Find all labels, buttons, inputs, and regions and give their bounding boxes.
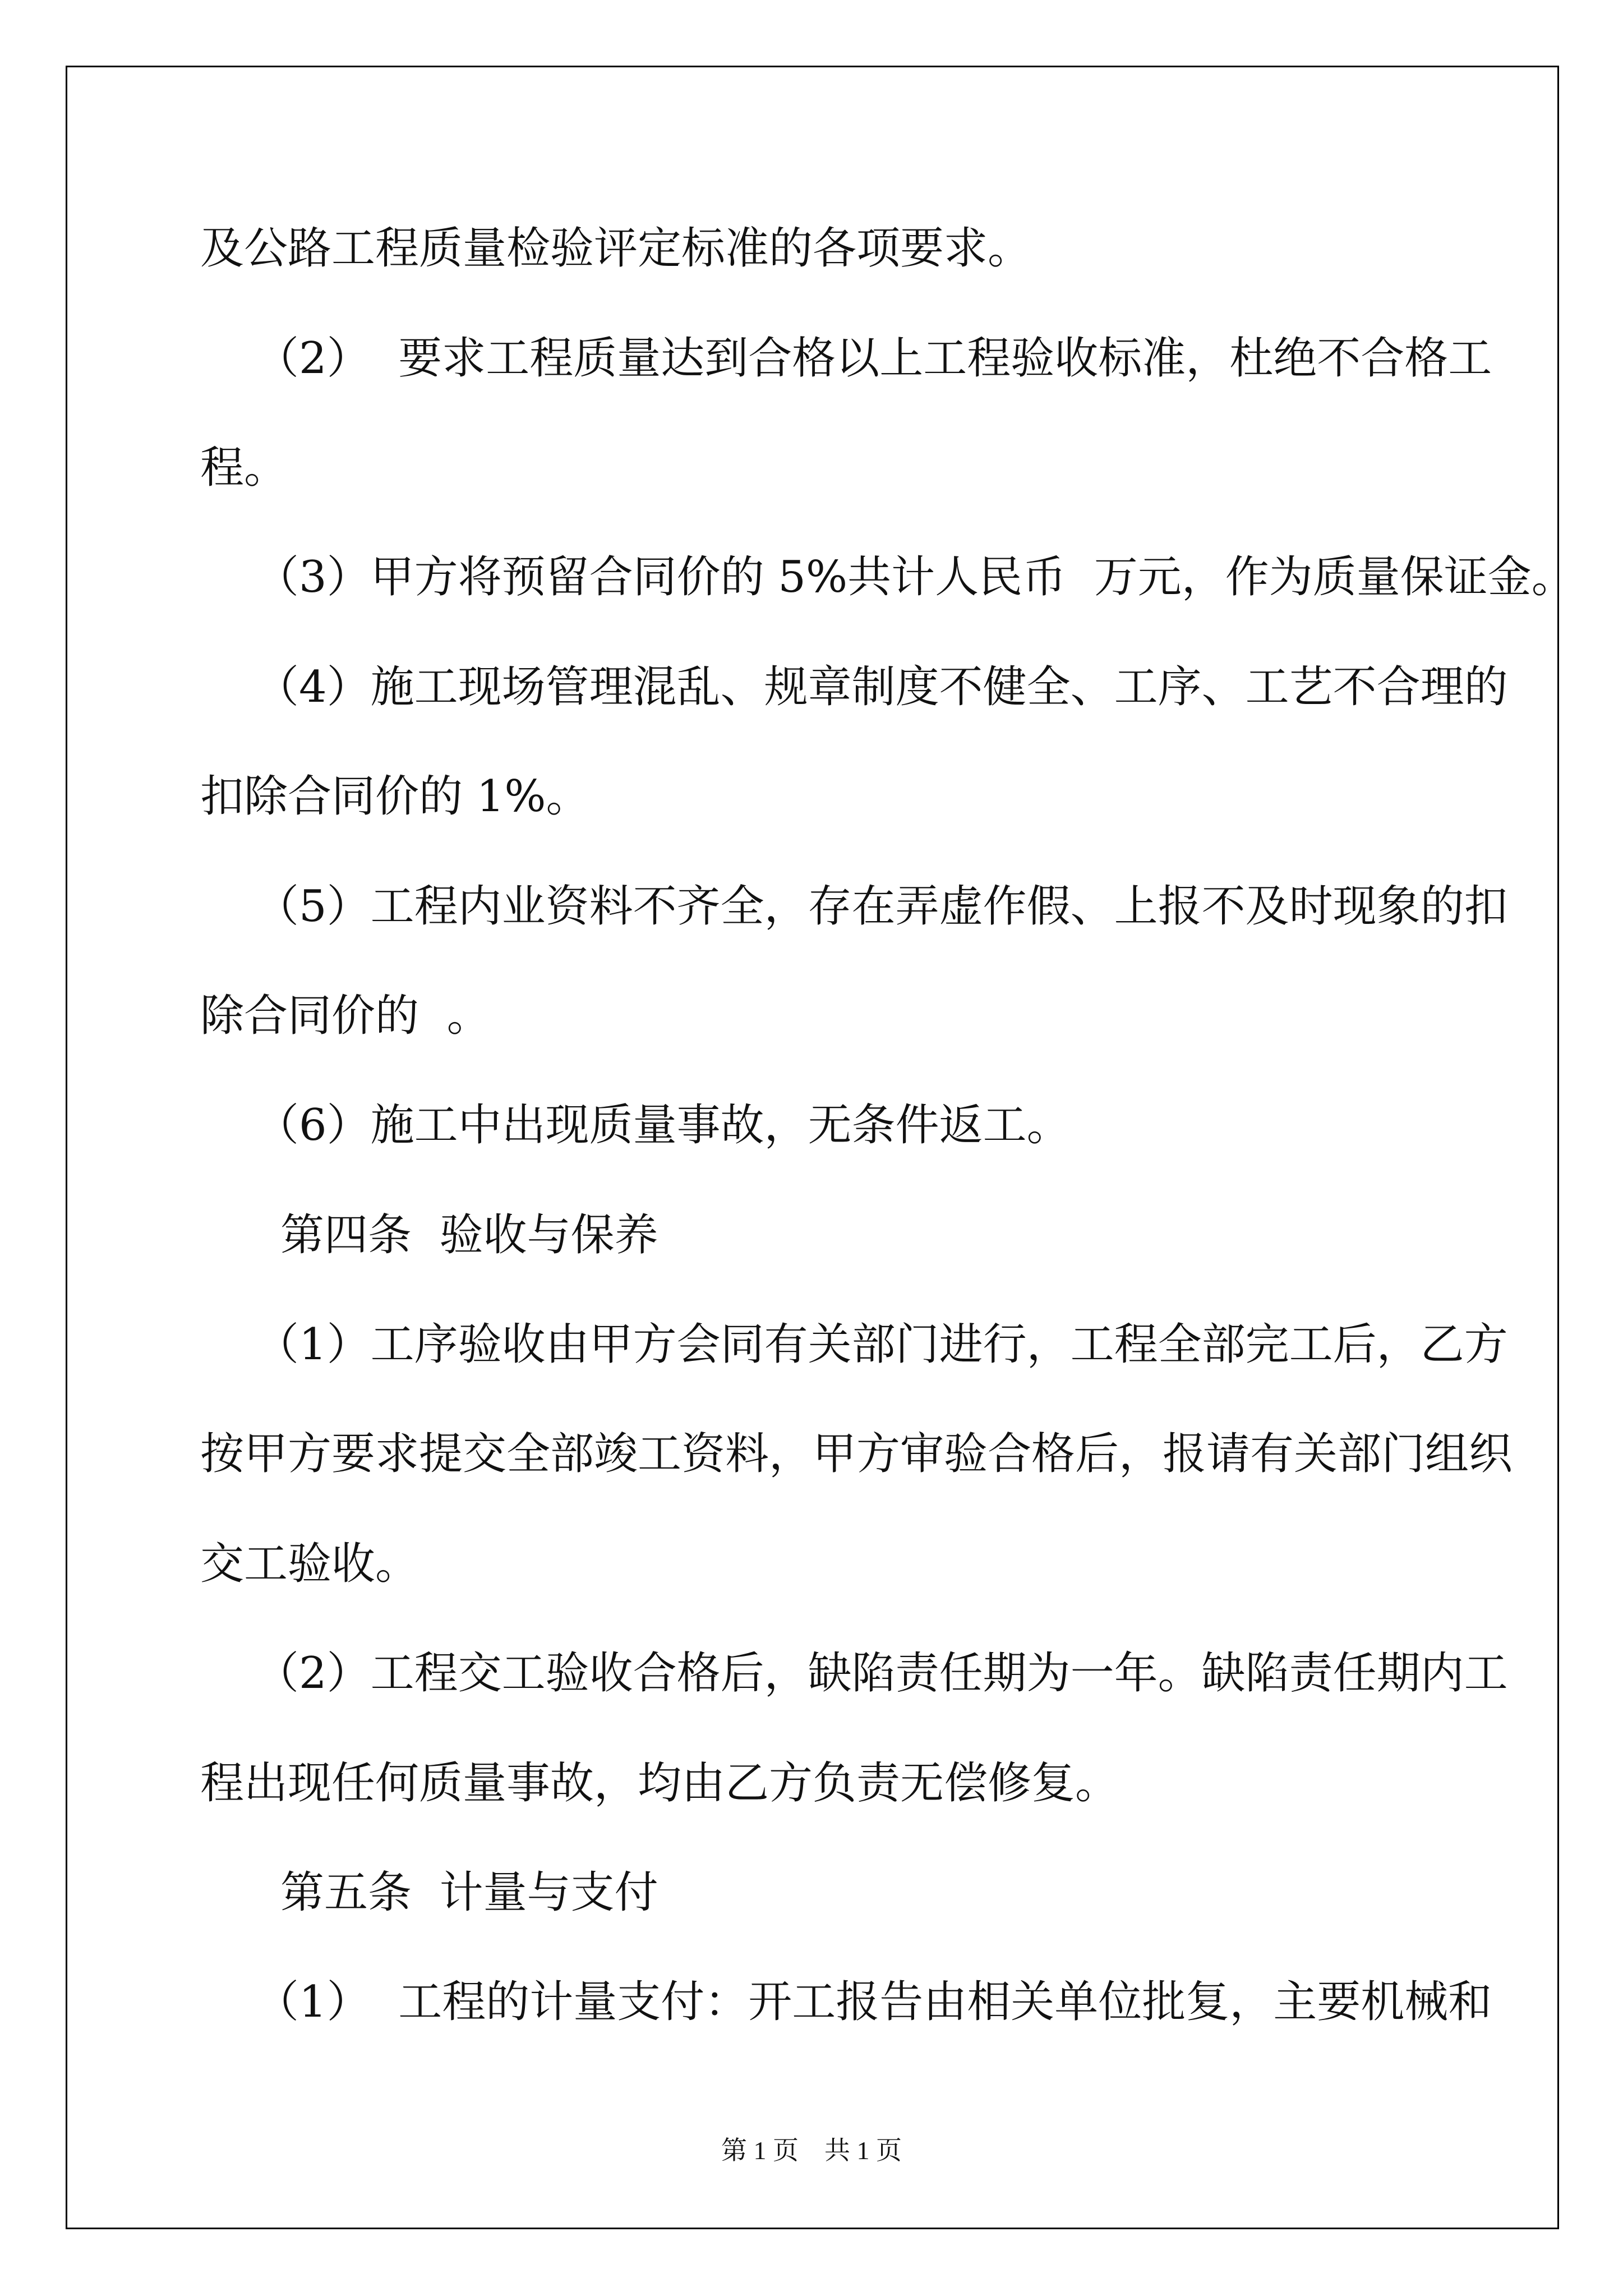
text-line-11: （1）工序验收由甲方会同有关部门进行，工程全部完工后，乙方 xyxy=(255,1319,1508,1370)
text-line-7: （5）工程内业资料不齐全，存在弄虚作假、上报不及时现象的扣 xyxy=(255,881,1508,932)
text-line-9: （6）施工中出现质量事故，无条件返工。 xyxy=(255,1100,1071,1151)
text-line-3: 程。 xyxy=(200,443,288,493)
text-line-4: （3）甲方将预留合同价的 5%共计人民币 万元，作为质量保证金。 xyxy=(255,552,1575,602)
text-line-5: （4）施工现场管理混乱、规章制度不健全、工序、工艺不合理的 xyxy=(255,662,1508,712)
page-footer: 第 1 页 共 1 页 xyxy=(721,2136,902,2165)
text-line-1: 及公路工程质量检验评定标准的各项要求。 xyxy=(200,223,1032,274)
text-line-12: 按甲方要求提交全部竣工资料，甲方审验合格后，报请有关部门组织 xyxy=(200,1429,1513,1479)
text-line-13: 交工验收。 xyxy=(200,1539,419,1589)
text-line-6: 扣除合同价的 1%。 xyxy=(200,771,590,822)
section-heading-4: 第四条 验收与保养 xyxy=(280,1210,658,1260)
text-line-15: 程出现任何质量事故，均由乙方负责无偿修复。 xyxy=(200,1758,1119,1809)
text-line-2: （2） 要求工程质量达到合格以上工程验收标准，杜绝不合格工 xyxy=(255,333,1492,384)
text-line-14: （2）工程交工验收合格后，缺陷责任期为一年。缺陷责任期内工 xyxy=(255,1648,1508,1699)
section-heading-5: 第五条 计量与支付 xyxy=(280,1867,658,1918)
text-line-8: 除合同价的 。 xyxy=(200,991,491,1041)
text-line-17: （1） 工程的计量支付：开工报告由相关单位批复，主要机械和 xyxy=(255,1977,1492,2027)
